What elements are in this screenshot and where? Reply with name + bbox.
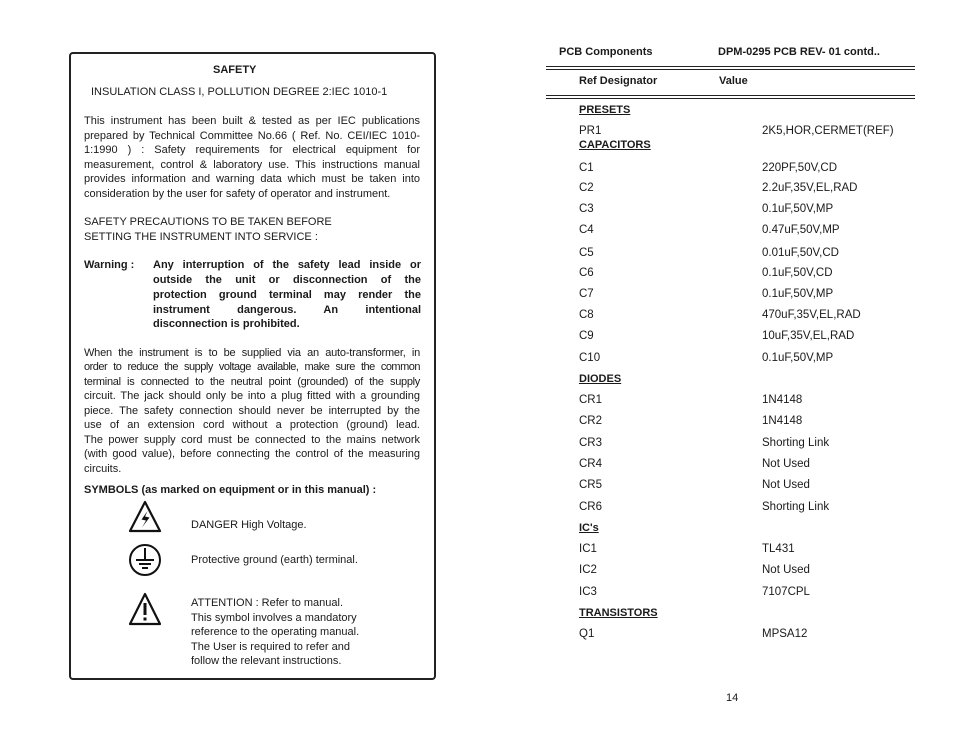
protective-ground-icon — [128, 543, 162, 577]
value-cell: 0.1uF,50V,CD — [762, 267, 833, 279]
ref-cell: IC1 — [579, 543, 597, 555]
value-cell: Not Used — [762, 479, 810, 491]
section-title-capacitors: CAPACITORS — [579, 139, 651, 151]
warning-line: Any interruption of the safety lead inside or — [153, 259, 421, 271]
value-cell: 0.1uF,50V,MP — [762, 352, 834, 364]
intro-line: This instrument has been built & tested as per IEC publications — [84, 115, 420, 127]
warning-label: Warning : — [84, 259, 135, 271]
symbol-description: ATTENTION : Refer to manual. — [191, 597, 344, 609]
ref-cell: Q1 — [579, 628, 595, 640]
intro-line: consideration by the user for safety of operator and instrument. — [84, 187, 391, 200]
value-cell: 0.01uF,50V,CD — [762, 247, 839, 259]
symbols-heading: SYMBOLS (as marked on equipment or in this manual) : — [84, 484, 377, 496]
warning-line: disconnection is prohibited. — [153, 318, 300, 330]
ref-cell: C7 — [579, 288, 594, 300]
value-cell: 0.1uF,50V,MP — [762, 288, 834, 300]
value-cell: 1N4148 — [762, 394, 803, 406]
autotransformer-line: circuit. The jack should only be into a plug fitted with a grounding — [84, 390, 420, 402]
value-cell: Not Used — [762, 458, 810, 470]
intro-line: provides information and warning data which must be taken into — [84, 173, 420, 185]
header-rule — [546, 66, 915, 67]
value-cell: TL431 — [762, 543, 795, 555]
ref-cell: C1 — [579, 162, 594, 174]
section-title-ics: IC's — [579, 522, 599, 534]
value-cell: 1N4148 — [762, 415, 803, 427]
attention-icon — [128, 592, 162, 626]
warning-line: outside the unit or disconnection of the — [153, 274, 421, 286]
autotransformer-line: circuits. — [84, 462, 122, 475]
symbol-description: follow the relevant instructions. — [191, 655, 342, 667]
symbol-description: Protective ground (earth) terminal. — [191, 554, 358, 566]
ref-cell: PR1 — [579, 125, 602, 137]
value-cell: 0.47uF,50V,MP — [762, 224, 840, 236]
section-title-transistors: TRANSISTORS — [579, 607, 658, 619]
ref-cell: CR6 — [579, 501, 603, 513]
safety-title: SAFETY — [213, 64, 257, 76]
value-cell: 220PF,50V,CD — [762, 162, 838, 174]
ref-cell: C6 — [579, 267, 594, 279]
ref-cell: CR2 — [579, 415, 603, 427]
symbol-description: The User is required to refer and — [191, 640, 350, 653]
ref-cell: C3 — [579, 203, 594, 215]
autotransformer-line: use of an extension cord without a protection (ground) lead. — [84, 419, 420, 431]
autotransformer-line: order to reduce the supply voltage available, make sure the common — [84, 361, 420, 373]
ref-cell: IC2 — [579, 564, 597, 576]
insulation-class: INSULATION CLASS I, POLLUTION DEGREE 2:IEC 1010-1 — [91, 86, 388, 98]
section-title-presets: PRESETS — [579, 104, 631, 116]
value-cell: Not Used — [762, 564, 810, 576]
ref-cell: CR4 — [579, 458, 603, 470]
header-rule — [546, 69, 915, 70]
ref-cell: IC3 — [579, 586, 597, 598]
warning-line: protection ground terminal may render the — [153, 289, 421, 301]
value-cell: 7107CPL — [762, 586, 810, 598]
symbol-description: DANGER High Voltage. — [191, 519, 307, 531]
column-ref-designator: Ref Designator — [579, 75, 658, 87]
intro-line: prepared by Technical Committee No.66 ( Ref. No. CEI/IEC 1010- — [84, 129, 420, 142]
column-rule — [546, 95, 915, 96]
ref-cell: C10 — [579, 352, 601, 364]
ref-cell: C8 — [579, 309, 594, 321]
symbol-description: reference to the operating manual. — [191, 626, 360, 638]
autotransformer-line: piece. The safety connection should never be interrupted by the — [84, 404, 420, 417]
ref-cell: CR1 — [579, 394, 603, 406]
column-rule — [546, 98, 915, 99]
value-cell: 10uF,35V,EL,RAD — [762, 330, 855, 342]
high-voltage-icon — [128, 500, 162, 534]
value-cell: 0.1uF,50V,MP — [762, 203, 834, 215]
section-title-diodes: DIODES — [579, 373, 622, 385]
warning-line: instrument dangerous. An intentional — [153, 303, 421, 316]
value-cell: 2.2uF,35V,EL,RAD — [762, 182, 858, 194]
value-cell: Shorting Link — [762, 437, 830, 449]
autotransformer-line: terminal is connected to the neutral point (grounded) of the supply — [84, 375, 420, 388]
value-cell: Shorting Link — [762, 501, 830, 513]
ref-cell: C9 — [579, 330, 594, 342]
ref-cell: CR3 — [579, 437, 603, 449]
ref-cell: C5 — [579, 247, 594, 259]
page-number: 14 — [726, 692, 739, 704]
intro-line: measurement, control & laboratory use. This instructions manual — [84, 158, 420, 171]
value-cell: MPSA12 — [762, 628, 808, 640]
value-cell: 2K5,HOR,CERMET(REF) — [762, 125, 894, 137]
precautions-line: SETTING THE INSTRUMENT INTO SERVICE : — [84, 230, 318, 243]
ref-cell: C4 — [579, 224, 594, 236]
autotransformer-line: When the instrument is to be supplied via an auto-transformer, in — [84, 346, 420, 359]
autotransformer-line: (with good value), before connecting the control of the measuring — [84, 448, 420, 460]
intro-line: 1:1990 ) : Safety requirements for electrical equipment for — [84, 144, 420, 156]
ref-cell: CR5 — [579, 479, 603, 491]
symbol-description: This symbol involves a mandatory — [191, 611, 357, 624]
table-header-right: DPM-0295 PCB REV- 01 contd.. — [718, 46, 880, 58]
ref-cell: C2 — [579, 182, 594, 194]
table-header-left: PCB Components — [559, 46, 653, 58]
value-cell: 470uF,35V,EL,RAD — [762, 309, 861, 321]
autotransformer-line: The power supply cord must be connected to the mains network — [84, 433, 420, 446]
column-value: Value — [719, 75, 748, 87]
precautions-line: SAFETY PRECAUTIONS TO BE TAKEN BEFORE — [84, 216, 332, 228]
